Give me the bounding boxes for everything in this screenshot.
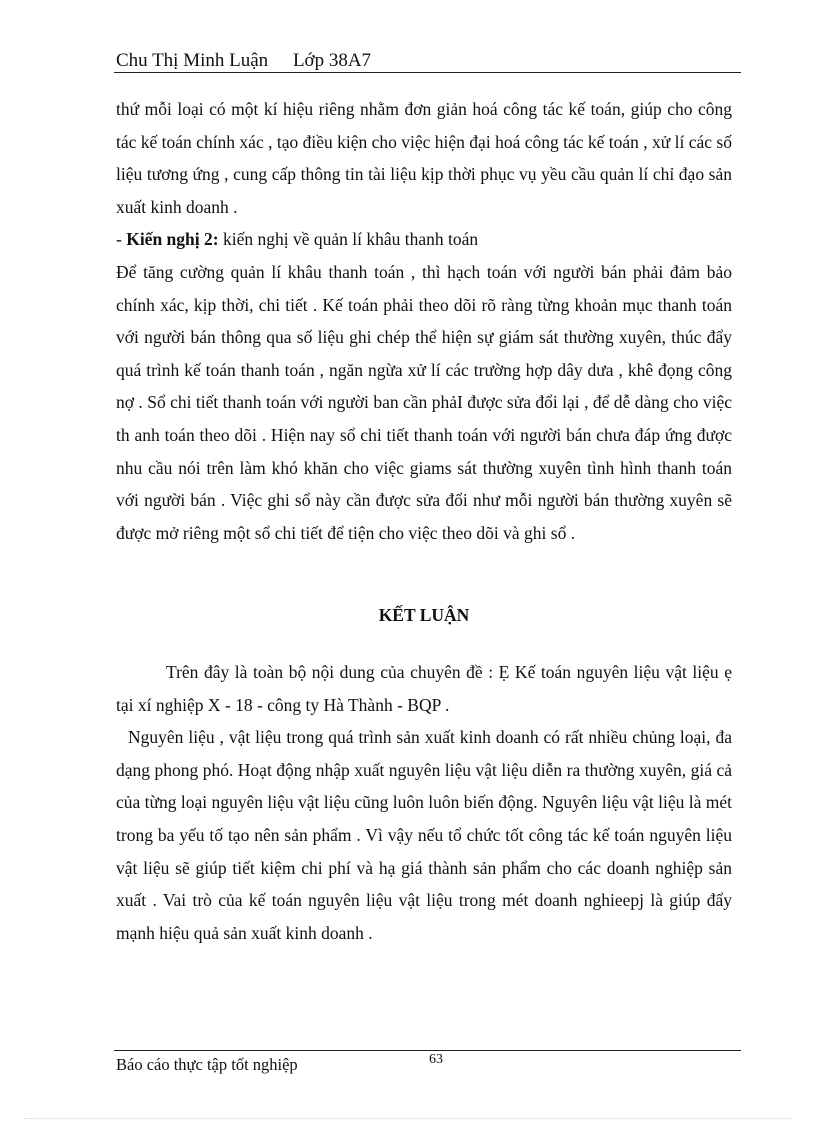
header-class: Lớp 38A7 <box>292 50 372 71</box>
conclusion-content <box>116 656 732 949</box>
page-number: 63 <box>429 1052 443 1067</box>
body-paragraph-2: Để tăng cường quản lí khâu thanh toán , thì hạch toán với người bán phải đảm bảo chính xác, kịp thời, chi tiết . Kế toán phải theo dõi rõ ràng từng khoản mục thanh toán với người bán thông qua số liệu ghi chép thể hiện sự giám sát thường xuyên, thúc đẩy quá trình kế toán thanh toán , ngăn ngừa xử lí các trường hợp dây dưa , khê đọng công nợ . Sổ chi tiết thanh toán với người ban cần phảI được sửa đổi lại , để dễ dàng cho việc th anh toán theo dõi . Hiện nay sổ chi tiết thanh toán với người bán chưa đáp ứng được nhu cầu nói trên làm khó khăn cho việc giams sát thường xuyên tình hình thanh toán với người bán . Việc ghi sổ này cần được sửa đổi như mỗi người bán thường xuyên sẽ được mở riêng một sổ chi tiết để tiện cho việc theo dõi và ghi sổ . <box>116 261 732 543</box>
proposal-text: kiến nghị về quản lí khâu thanh toán <box>218 229 479 250</box>
proposal-line <box>116 223 732 256</box>
page-header <box>116 48 740 74</box>
header-author: Chu Thị Minh Luận <box>116 50 269 71</box>
body-paragraph-1: thứ mỗi loại có một kí hiệu riêng nhằm đơn giản hoá công tác kế toán, giúp cho công tác kế toán chính xác , tạo điều kiện cho việc hiện đại hoá công tác kế toán , xử lí các số liệu tương ứng , cung cấp thông tin tài liệu kịp thời phục vụ yều cầu quản lí chỉ đạo sản xuất kinh doanh . <box>116 99 732 217</box>
proposal-label: Kiến nghị 2: <box>126 229 219 250</box>
page-bottom-edge <box>24 1118 792 1119</box>
conclusion-heading: KẾT LUẬN <box>378 605 470 625</box>
conclusion-paragraph-1: Trên đây là toàn bộ nội dung của chuyên đề : Ẹ Kế toán nguyên liệu vật liệu ẹ tại xí nghiệp X - 18 - công ty Hà Thành - BQP . <box>116 662 732 715</box>
header-divider <box>114 72 741 73</box>
conclusion-paragraph-2: Nguyên liệu , vật liệu trong quá trình sản xuất kinh doanh có rất nhiều chủng loại, đa dạng phong phó. Hoạt động nhập xuất nguyên liệu vật liệu diễn ra thường xuyên, giá cả của từng loại nguyên liệu vật liệu cũng luôn luôn biến động. Nguyên liệu vật liệu là mét trong ba yếu tố tạo nên sản phẩm . Vì vậy nếu tổ chức tốt công tác kế toán nguyên liệu vật liệu sẽ giúp tiết kiệm chi phí và hạ giá thành sản phẩm cho các doanh nghiệp sản xuất . Vai trò của kế toán nguyên liệu vật liệu trong mét doanh nghieepj là giúp đẩy mạnh hiệu quả sản xuất kinh doanh . <box>116 727 733 943</box>
body-content <box>116 93 732 549</box>
footer-report-title: Báo cáo thực tập tốt nghiệp <box>116 1055 298 1074</box>
proposal-prefix: - <box>116 229 127 250</box>
